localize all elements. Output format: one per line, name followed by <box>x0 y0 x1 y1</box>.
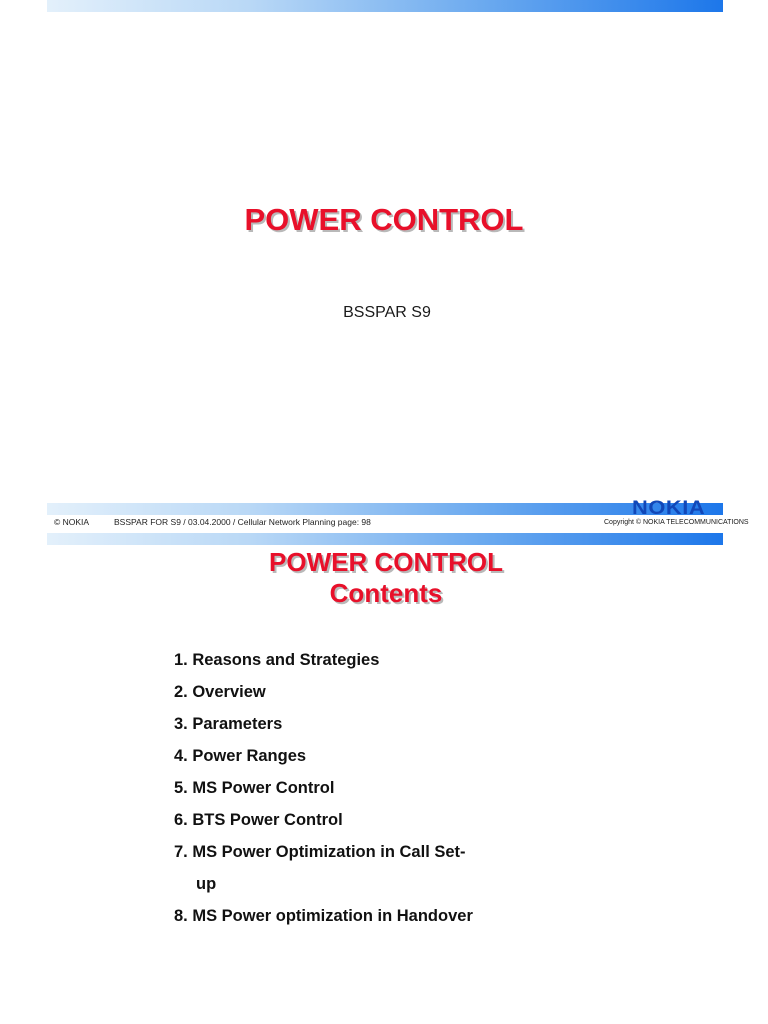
contents-list <box>174 644 473 932</box>
contents-item: 3. Parameters <box>174 715 283 733</box>
slide-title: POWER CONTROL <box>244 202 524 237</box>
contents-item: 1. Reasons and Strategies <box>174 651 380 669</box>
contents-title: POWER CONTROL <box>269 547 503 577</box>
footer-document-info: BSSPAR FOR S9 / 03.04.2000 / Cellular Network Planning page: 98 <box>114 517 371 527</box>
contents-item-continuation: up <box>196 875 217 893</box>
slide-subtitle: BSSPAR S9 <box>343 304 431 321</box>
contents-subtitle: Contents <box>329 578 443 608</box>
contents-item: 5. MS Power Control <box>174 779 335 797</box>
footer-gradient-bar <box>47 503 723 515</box>
contents-item: 4. Power Ranges <box>174 747 307 765</box>
contents-item: 7. MS Power Optimization in Call Set- <box>174 843 466 861</box>
contents-item: 8. MS Power optimization in Handover <box>174 907 473 925</box>
header-gradient-bar <box>47 0 723 12</box>
contents-item: 2. Overview <box>174 683 266 701</box>
contents-item: 6. BTS Power Control <box>174 811 343 829</box>
footer-owner: © NOKIA <box>54 517 90 527</box>
header-gradient-bar-slide2 <box>47 533 723 545</box>
copyright-text: Copyright © NOKIA TELECOMMUNICATIONS <box>604 519 749 526</box>
nokia-logo: NOKIA <box>632 498 706 519</box>
